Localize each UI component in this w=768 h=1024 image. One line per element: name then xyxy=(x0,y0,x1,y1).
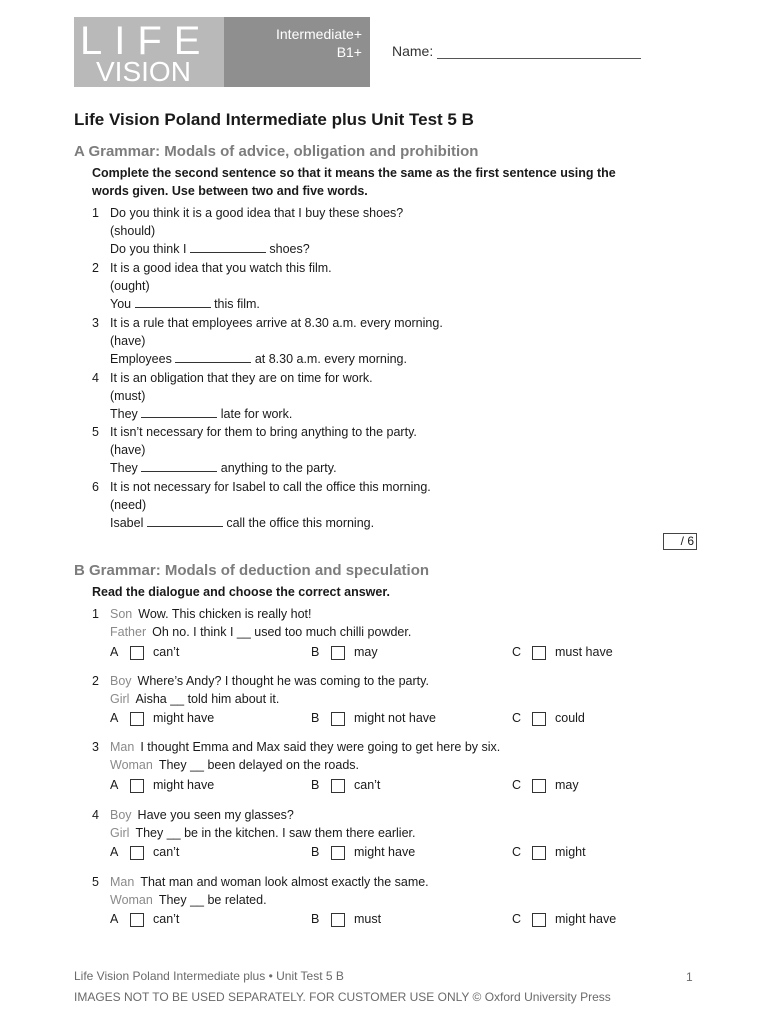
section-a-heading: A Grammar: Modals of advice, obligation and prohibition xyxy=(74,143,479,160)
answer-end: anything to the party. xyxy=(220,461,337,475)
option-letter: B xyxy=(311,845,320,859)
option-letter: C xyxy=(512,845,522,859)
checkbox[interactable] xyxy=(130,779,144,793)
question-number: 4 xyxy=(92,808,99,822)
key-word: (must) xyxy=(110,389,146,403)
option-letter: A xyxy=(110,845,119,859)
option-text: may xyxy=(555,778,579,792)
prompt-sentence: It is a rule that employees arrive at 8.30 a.m. every morning. xyxy=(110,316,443,330)
option-letter: A xyxy=(110,711,119,725)
prompt-sentence: It isn’t necessary for them to bring anything to the party. xyxy=(110,425,417,439)
checkbox[interactable] xyxy=(532,646,546,660)
checkbox[interactable] xyxy=(130,913,144,927)
question-number: 3 xyxy=(92,316,99,330)
instruction-line-2: words given. Use between two and five words. xyxy=(92,184,368,198)
option-letter: B xyxy=(311,645,320,659)
option-text: could xyxy=(555,711,585,725)
speaker-label: Man xyxy=(110,875,135,889)
answer-end: at 8.30 a.m. every morning. xyxy=(254,352,407,366)
speaker-label: Woman xyxy=(110,893,153,907)
dialogue-line: Aisha __ told him about it. xyxy=(135,692,280,706)
dialogue-line: They __ be in the kitchen. I saw them there earlier. xyxy=(135,826,416,840)
dialogue-line: Have you seen my glasses? xyxy=(137,808,294,822)
instruction-line-1: Complete the second sentence so that it means the same as the first sentence using the xyxy=(92,166,616,180)
checkbox[interactable] xyxy=(532,846,546,860)
option-text: must have xyxy=(555,645,613,659)
prompt-sentence: It is an obligation that they are on time for work. xyxy=(110,371,373,385)
answer-blank[interactable] xyxy=(141,459,217,472)
checkbox[interactable] xyxy=(331,913,345,927)
checkbox[interactable] xyxy=(331,846,345,860)
answer-end: call the office this morning. xyxy=(226,516,375,530)
life-vision-logo xyxy=(74,17,224,87)
speaker-label: Father xyxy=(110,625,147,639)
name-line[interactable] xyxy=(437,44,641,59)
section-a-instructions xyxy=(92,164,632,200)
option-text: might have xyxy=(354,845,416,859)
option-letter: C xyxy=(512,778,522,792)
option-text: must xyxy=(354,912,382,926)
checkbox[interactable] xyxy=(532,779,546,793)
checkbox[interactable] xyxy=(331,779,345,793)
option-a[interactable] xyxy=(110,911,179,927)
key-word: (have) xyxy=(110,443,146,457)
logo-banner xyxy=(74,17,370,87)
question-number: 1 xyxy=(92,206,99,220)
question-number: 4 xyxy=(92,371,99,385)
speaker-label: Man xyxy=(110,740,135,754)
checkbox[interactable] xyxy=(130,646,144,660)
answer-start: They xyxy=(110,461,138,475)
question-number: 3 xyxy=(92,740,99,754)
option-letter: B xyxy=(311,711,320,725)
option-text: might xyxy=(555,845,586,859)
page-title: Life Vision Poland Intermediate plus Unit Test 5 B xyxy=(74,110,474,129)
speaker-label: Boy xyxy=(110,674,132,688)
option-letter: A xyxy=(110,645,119,659)
dialogue-line: They __ be related. xyxy=(158,893,267,907)
dialogue-line: Wow. This chicken is really hot! xyxy=(138,607,312,621)
logo-line-2: VISION xyxy=(96,56,191,87)
option-text: might have xyxy=(153,778,215,792)
page-number: 1 xyxy=(686,970,693,984)
key-word: (need) xyxy=(110,498,147,512)
footer-title: Life Vision Poland Intermediate plus • Unit Test 5 B xyxy=(74,969,344,983)
option-text: might not have xyxy=(354,711,436,725)
speaker-label: Girl xyxy=(110,826,130,840)
checkbox[interactable] xyxy=(130,712,144,726)
question-number: 1 xyxy=(92,607,99,621)
option-text: can’t xyxy=(153,645,180,659)
footer-copyright: IMAGES NOT TO BE USED SEPARATELY. FOR CUSTOMER USE ONLY © Oxford University Press xyxy=(74,990,611,1004)
answer-start: They xyxy=(110,407,138,421)
speaker-label: Boy xyxy=(110,808,132,822)
logo-line-1: LIFE xyxy=(80,19,213,63)
option-text: can’t xyxy=(354,778,381,792)
key-word: (ought) xyxy=(110,279,150,293)
speaker-label: Girl xyxy=(110,692,130,706)
key-word: (have) xyxy=(110,334,146,348)
option-c[interactable] xyxy=(512,644,613,660)
option-b[interactable] xyxy=(311,844,415,860)
speaker-label: Woman xyxy=(110,758,153,772)
dialogue-line: Where’s Andy? I thought he was coming to the party. xyxy=(137,674,429,688)
option-text: might have xyxy=(153,711,215,725)
question-number: 6 xyxy=(92,480,99,494)
option-b[interactable] xyxy=(311,710,436,726)
option-text: may xyxy=(354,645,378,659)
dialogue-line: Oh no. I think I __ used too much chilli powder. xyxy=(152,625,412,639)
section-a-score-box: / 6 xyxy=(663,533,697,550)
answer-end: shoes? xyxy=(269,242,310,256)
option-letter: B xyxy=(311,778,320,792)
name-field xyxy=(392,43,641,59)
question-number: 2 xyxy=(92,261,99,275)
level-line-1: Intermediate+ xyxy=(276,26,362,42)
section-b-instructions: Read the dialogue and choose the correct answer. xyxy=(92,585,390,599)
level-label xyxy=(276,25,362,61)
prompt-sentence: It is a good idea that you watch this film. xyxy=(110,261,332,275)
question-number: 5 xyxy=(92,875,99,889)
option-a[interactable] xyxy=(110,644,179,660)
option-letter: C xyxy=(512,645,522,659)
option-text: can’t xyxy=(153,845,180,859)
section-b-heading: B Grammar: Modals of deduction and speculation xyxy=(74,562,430,579)
answer-start: Do you think I xyxy=(110,242,187,256)
option-a[interactable] xyxy=(110,844,179,860)
option-letter: A xyxy=(110,912,119,926)
question-number: 5 xyxy=(92,425,99,439)
prompt-sentence: Do you think it is a good idea that I buy these shoes? xyxy=(110,206,404,220)
option-c[interactable] xyxy=(512,777,579,793)
option-c[interactable] xyxy=(512,911,616,927)
option-letter: C xyxy=(512,711,522,725)
answer-start: Employees xyxy=(110,352,172,366)
dialogue-line: They __ been delayed on the roads. xyxy=(158,758,359,772)
option-letter: C xyxy=(512,912,522,926)
answer-blank[interactable] xyxy=(141,405,217,418)
question-number: 2 xyxy=(92,674,99,688)
option-c[interactable] xyxy=(512,710,585,726)
name-label: Name: xyxy=(392,43,434,59)
key-word: (should) xyxy=(110,224,156,238)
answer-blank[interactable] xyxy=(175,350,251,363)
option-a[interactable] xyxy=(110,710,214,726)
dialogue-line: I thought Emma and Max said they were going to get here by six. xyxy=(140,740,501,754)
checkbox[interactable] xyxy=(532,913,546,927)
option-letter: B xyxy=(311,912,320,926)
checkbox[interactable] xyxy=(331,712,345,726)
option-b[interactable] xyxy=(311,644,378,660)
option-letter: A xyxy=(110,778,119,792)
answer-blank[interactable] xyxy=(135,295,211,308)
answer-blank[interactable] xyxy=(190,240,266,253)
answer-start: Isabel xyxy=(110,516,144,530)
option-text: might have xyxy=(555,912,617,926)
prompt-sentence: It is not necessary for Isabel to call the office this morning. xyxy=(110,480,431,494)
option-b[interactable] xyxy=(311,911,381,927)
option-a[interactable] xyxy=(110,777,214,793)
answer-end: this film. xyxy=(214,297,260,311)
checkbox[interactable] xyxy=(130,846,144,860)
answer-start: You xyxy=(110,297,132,311)
answer-blank[interactable] xyxy=(147,514,223,527)
speaker-label: Son xyxy=(110,607,133,621)
option-text: can’t xyxy=(153,912,180,926)
option-c[interactable] xyxy=(512,844,586,860)
checkbox[interactable] xyxy=(532,712,546,726)
option-b[interactable] xyxy=(311,777,380,793)
level-line-2: B1+ xyxy=(336,44,362,60)
checkbox[interactable] xyxy=(331,646,345,660)
dialogue-line: That man and woman look almost exactly the same. xyxy=(140,875,429,889)
answer-end: late for work. xyxy=(220,407,293,421)
